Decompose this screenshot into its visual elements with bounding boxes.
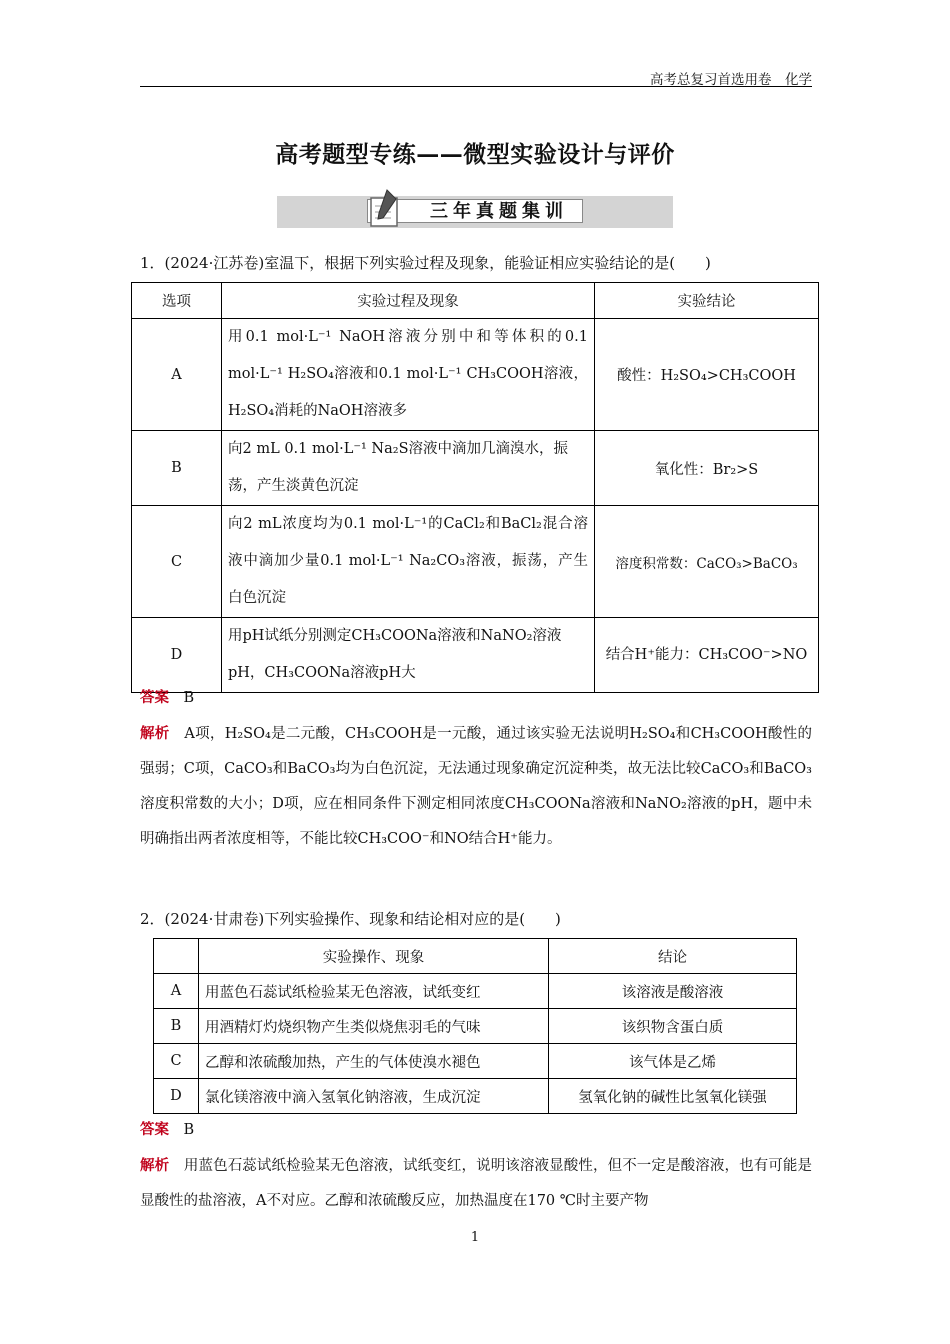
procedure-cell: 向2 mL 0.1 mol·L⁻¹ Na₂S溶液中滴加几滴溴水，振荡，产生淡黄色沉淀 xyxy=(222,431,595,506)
option-cell: B xyxy=(132,431,222,506)
analysis-label: 解析 xyxy=(140,725,170,742)
table-header: 实验操作、现象 xyxy=(199,939,549,974)
running-header: 高考总复习首选用卷 化学 xyxy=(650,72,812,88)
operation-cell: 氯化镁溶液中滴入氢氧化钠溶液，生成沉淀 xyxy=(199,1079,549,1114)
table-row xyxy=(132,431,819,506)
conclusion-cell: 溶度积常数：CaCO₃>BaCO₃ xyxy=(595,506,819,618)
section-banner-label: 三年真题集训 xyxy=(367,199,583,223)
page-title: 高考题型专练——微型实验设计与评价 xyxy=(275,141,675,168)
table-header: 选项 xyxy=(132,283,222,319)
procedure-cell: 用0.1 mol·L⁻¹ NaOH溶液分别中和等体积的0.1 mol·L⁻¹ H₂SO₄溶液和0.1 mol·L⁻¹ CH₃COOH溶液，H₂SO₄消耗的NaOH溶液多 xyxy=(222,319,595,431)
answer-label: 答案 xyxy=(140,1121,169,1138)
question-2-analysis xyxy=(140,1148,812,1219)
table-row xyxy=(154,1009,797,1044)
table-header: 结论 xyxy=(549,939,797,974)
table-header xyxy=(154,939,199,974)
table-row xyxy=(154,1079,797,1114)
table-row xyxy=(132,506,819,618)
procedure-cell: 向2 mL浓度均为0.1 mol·L⁻¹的CaCl₂和BaCl₂混合溶液中滴加少量0.1 mol·L⁻¹ Na₂CO₃溶液，振荡，产生白色沉淀 xyxy=(222,506,595,618)
analysis-text: 用蓝色石蕊试纸检验某无色溶液，试纸变红，说明该溶液显酸性，但不一定是酸溶液，也有可能是显酸性的盐溶液，A不对应。乙醇和浓硫酸反应，加热温度在170 ℃时主要产物 xyxy=(140,1158,813,1209)
page-number: 1 xyxy=(470,1230,480,1245)
pencil-icon xyxy=(369,188,401,228)
table-header: 实验结论 xyxy=(595,283,819,319)
option-cell: C xyxy=(154,1044,199,1079)
analysis-label: 解析 xyxy=(140,1157,170,1174)
conclusion-cell: 该溶液是酸溶液 xyxy=(549,974,797,1009)
conclusion-cell: 酸性：H₂SO₄>CH₃COOH xyxy=(595,319,819,431)
answer-value: B xyxy=(183,1122,195,1138)
table-row xyxy=(154,974,797,1009)
answer-value: B xyxy=(183,690,195,706)
option-cell: A xyxy=(154,974,199,1009)
operation-cell: 用蓝色石蕊试纸检验某无色溶液，试纸变红 xyxy=(199,974,549,1009)
option-cell: D xyxy=(132,618,222,693)
header-rule xyxy=(140,86,812,87)
operation-cell: 用酒精灯灼烧织物产生类似烧焦羽毛的气味 xyxy=(199,1009,549,1044)
procedure-cell: 用pH试纸分别测定CH₃COONa溶液和NaNO₂溶液pH，CH₃COONa溶液pH大 xyxy=(222,618,595,693)
question-1-table xyxy=(131,282,819,693)
section-banner xyxy=(277,196,673,228)
option-cell: B xyxy=(154,1009,199,1044)
question-2-answer xyxy=(140,1112,812,1148)
option-cell: D xyxy=(154,1079,199,1114)
conclusion-cell: 该气体是乙烯 xyxy=(549,1044,797,1079)
question-2-stem: 2．(2024·甘肃卷)下列实验操作、现象和结论相对应的是( ) xyxy=(140,910,561,928)
option-cell: A xyxy=(132,319,222,431)
table-row xyxy=(132,319,819,431)
analysis-text: A项，H₂SO₄是二元酸，CH₃COOH是一元酸，通过该实验无法说明H₂SO₄和CH₃COOH酸性的强弱；C项，CaCO₃和BaCO₃均为白色沉淀，无法通过现象确定沉淀种类，故无法比较CaCO₃和BaCO₃溶度积常数的大小；D项，应在相同条件下测定相同浓度CH₃COONa溶液和NaNO₂溶液的pH，题中未明确指出两者浓度相等，不能比较CH₃COO⁻和NO结合H⁺能力。 xyxy=(140,726,813,847)
conclusion-cell: 该织物含蛋白质 xyxy=(549,1009,797,1044)
table-header: 实验过程及现象 xyxy=(222,283,595,319)
table-row xyxy=(154,1044,797,1079)
answer-label: 答案 xyxy=(140,689,169,706)
operation-cell: 乙醇和浓硫酸加热，产生的气体使溴水褪色 xyxy=(199,1044,549,1079)
conclusion-cell: 氢氧化钠的碱性比氢氧化镁强 xyxy=(549,1079,797,1114)
option-cell: C xyxy=(132,506,222,618)
conclusion-cell: 氧化性：Br₂>S xyxy=(595,431,819,506)
question-1-analysis xyxy=(140,716,812,857)
question-2-table xyxy=(153,938,797,1114)
conclusion-cell: 结合H⁺能力：CH₃COO⁻>NO xyxy=(595,618,819,693)
question-1-answer xyxy=(140,680,812,716)
question-1-stem: 1．(2024·江苏卷)室温下，根据下列实验过程及现象，能验证相应实验结论的是( ) xyxy=(140,254,711,272)
